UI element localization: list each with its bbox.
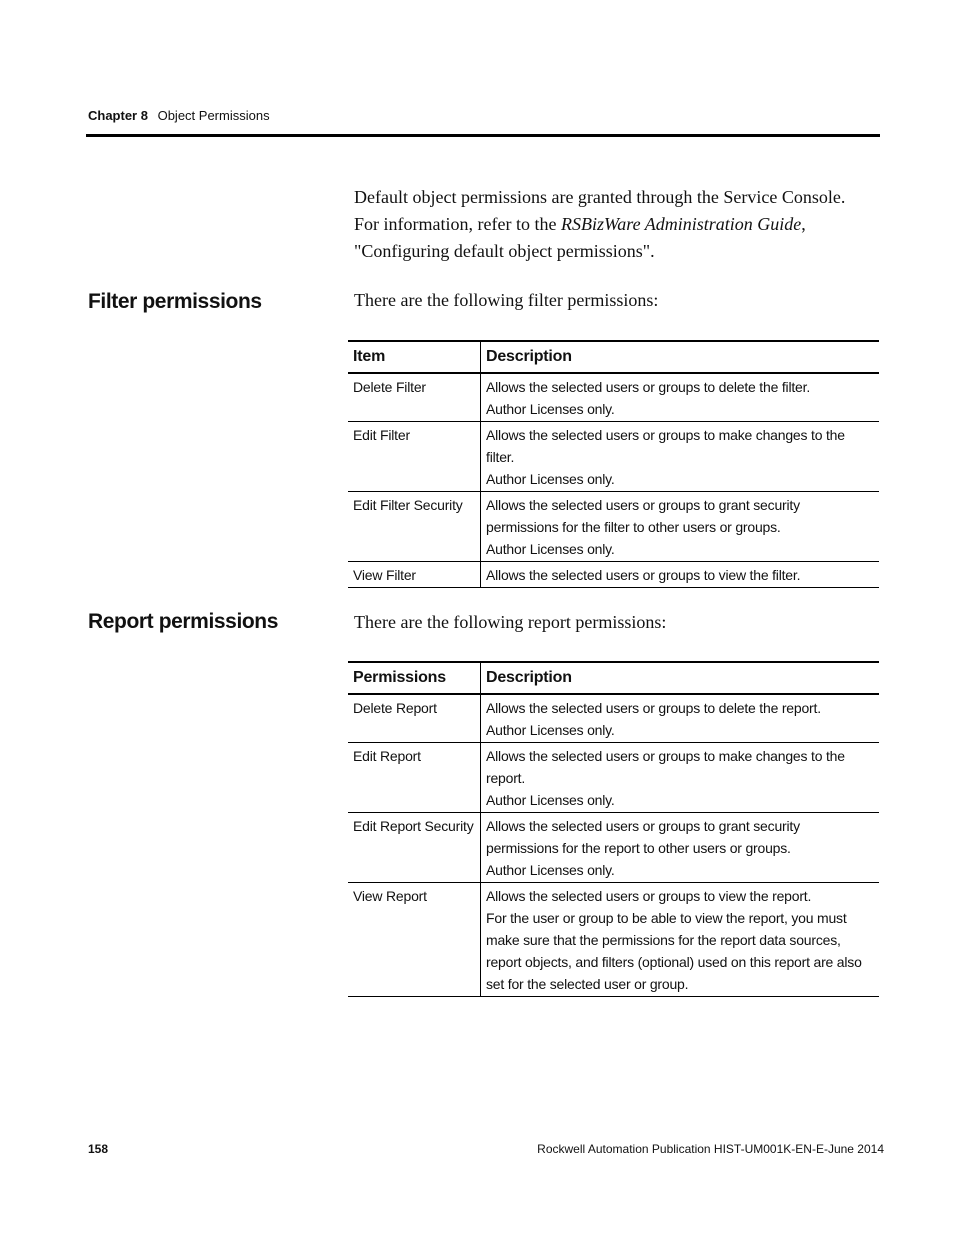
description-line: Allows the selected users or groups to grant security permissions for the filter to other users or groups. xyxy=(486,497,800,535)
table-row xyxy=(348,813,879,883)
description-cell xyxy=(481,422,880,492)
table-row xyxy=(348,422,879,492)
description-cell xyxy=(481,883,880,997)
description-line: Allows the selected users or groups to view the report. xyxy=(486,888,812,904)
table-header-row xyxy=(348,341,879,373)
table-row xyxy=(348,883,879,997)
filter-permissions-table xyxy=(348,340,879,588)
description-line: Allows the selected users or groups to delete the filter. xyxy=(486,379,811,395)
description-cell xyxy=(481,492,880,562)
intro-line-2-prefix: For information, refer to the xyxy=(354,214,561,234)
intro-paragraph xyxy=(354,184,884,265)
description-cell xyxy=(481,813,880,883)
column-header: Permissions xyxy=(348,662,481,694)
guide-title: RSBizWare Administration Guide xyxy=(560,214,802,234)
description-line: Allows the selected users or groups to delete the report. xyxy=(486,700,821,716)
table-header-row xyxy=(348,662,879,694)
intro-line-2 xyxy=(354,211,884,238)
item-cell: Delete Report xyxy=(348,694,481,743)
filter-lead: There are the following filter permissions: xyxy=(354,290,659,310)
item-cell: View Report xyxy=(348,883,481,997)
running-header xyxy=(88,108,270,123)
chapter-label: Chapter 8 xyxy=(88,108,148,123)
description-cell xyxy=(481,373,880,422)
description-line: Author Licenses only. xyxy=(486,541,615,557)
description-line: Author Licenses only. xyxy=(486,792,615,808)
description-line: Allows the selected users or groups to view the filter. xyxy=(486,567,801,583)
intro-line-3: "Configuring default object permissions". xyxy=(354,241,655,261)
description-line: Author Licenses only. xyxy=(486,401,615,417)
chapter-title: Object Permissions xyxy=(157,108,270,123)
table-row xyxy=(348,694,879,743)
item-cell: Edit Report Security xyxy=(348,813,481,883)
item-cell: View Filter xyxy=(348,562,481,588)
column-header: Description xyxy=(481,341,880,373)
description-line: Allows the selected users or groups to make changes to the report. xyxy=(486,748,845,786)
description-cell xyxy=(481,694,880,743)
column-header: Description xyxy=(481,662,880,694)
item-cell: Edit Report xyxy=(348,743,481,813)
publication-info: Rockwell Automation Publication HIST-UM001K-EN-E-June 2014 xyxy=(537,1142,884,1156)
item-cell: Edit Filter xyxy=(348,422,481,492)
description-line: Author Licenses only. xyxy=(486,471,615,487)
item-cell: Edit Filter Security xyxy=(348,492,481,562)
filter-section-title: Filter permissions xyxy=(88,290,262,313)
page-number: 158 xyxy=(88,1142,109,1156)
description-line: For the user or group to be able to view the report, you must make sure that the permissions for the report data sources, report objects, and filters (optional) used on this report are also set for the selected user or group. xyxy=(486,910,862,992)
table-row xyxy=(348,743,879,813)
table-row xyxy=(348,562,879,588)
report-lead: There are the following report permissions: xyxy=(354,612,667,632)
header-rule xyxy=(86,134,880,137)
description-cell xyxy=(481,743,880,813)
intro-line-1: Default object permissions are granted through the Service Console. xyxy=(354,187,846,207)
report-section-title: Report permissions xyxy=(88,610,279,633)
description-line: Allows the selected users or groups to make changes to the filter. xyxy=(486,427,845,465)
intro-line-2-suffix: , xyxy=(801,214,806,234)
table-row xyxy=(348,373,879,422)
description-line: Author Licenses only. xyxy=(486,722,615,738)
description-cell xyxy=(481,562,880,588)
table-row xyxy=(348,492,879,562)
column-header: Item xyxy=(348,341,481,373)
description-line: Allows the selected users or groups to grant security permissions for the report to other users or groups. xyxy=(486,818,800,856)
report-permissions-table xyxy=(348,661,879,997)
description-line: Author Licenses only. xyxy=(486,862,615,878)
item-cell: Delete Filter xyxy=(348,373,481,422)
